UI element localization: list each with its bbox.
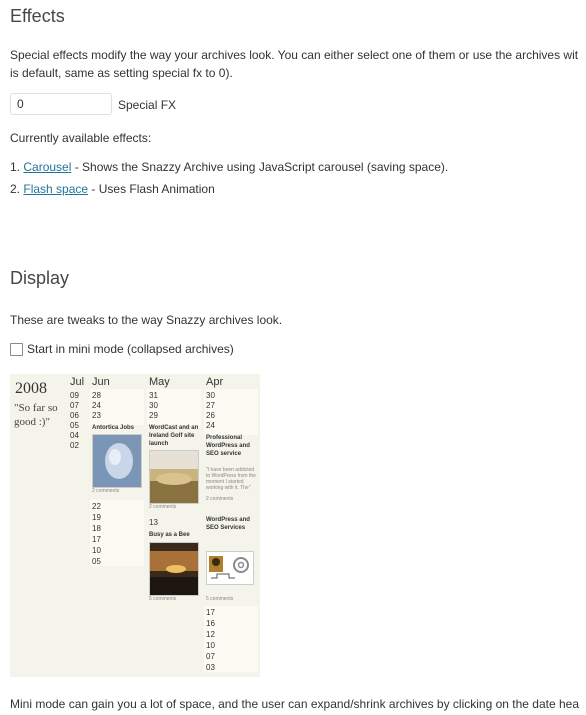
preview-day: 04 (70, 431, 79, 440)
preview-comments: 5 comments (149, 596, 177, 602)
preview-day: 17 (92, 535, 101, 544)
display-heading: Display (10, 268, 70, 288)
preview-day: 19 (92, 513, 101, 522)
effects-description-line1: Special effects modify the way your archives look. You can either select one of them or use the archives wit (10, 48, 579, 62)
preview-day: 23 (92, 411, 101, 420)
preview-day: 30 (206, 391, 215, 400)
preview-thumbnail (149, 542, 199, 596)
preview-thumbnail (206, 551, 254, 585)
preview-post-title: WordPress and SEO Services (206, 517, 250, 531)
preview-day: 05 (92, 557, 101, 566)
preview-comments: 2 comments (206, 496, 234, 502)
preview-day: 02 (70, 441, 79, 450)
carousel-link[interactable]: Carousel (23, 160, 72, 174)
preview-comments: 2 comments (149, 504, 177, 510)
mini-mode-label[interactable]: Start in mini mode (collapsed archives) (27, 342, 234, 356)
preview-thumbnail (92, 434, 142, 488)
effect-item-description: - Shows the Snazzy Archive using JavaScript carousel (saving space). (71, 160, 449, 174)
special-fx-input[interactable] (10, 93, 112, 115)
mini-mode-footer-text: Mini mode can gain you a lot of space, and the user can expand/shrink archives by clicking on the date hea (10, 697, 580, 711)
preview-post-title: Busy as a Bee (149, 532, 190, 538)
display-description: These are tweaks to the way Snazzy archives look. (10, 313, 283, 327)
flash-space-link[interactable]: Flash space (23, 182, 89, 196)
preview-day: 24 (206, 421, 215, 430)
preview-day: 03 (206, 663, 215, 672)
preview-day: 09 (70, 391, 79, 400)
mini-mode-checkbox[interactable] (10, 343, 23, 356)
preview-day: 30 (149, 401, 158, 410)
preview-day: 26 (206, 411, 215, 420)
preview-day: 28 (92, 391, 101, 400)
preview-day: 13 (149, 518, 158, 527)
preview-day: 29 (149, 411, 158, 420)
effects-heading: Effects (10, 6, 65, 26)
effect-item-carousel (10, 160, 448, 174)
effects-description-line2: is default, same as setting special fx to 0). (10, 66, 233, 80)
preview-day: 18 (92, 524, 101, 533)
preview-day: 07 (70, 401, 79, 410)
special-fx-label: Special FX (118, 98, 177, 112)
archive-preview-image (10, 374, 260, 677)
preview-day: 12 (206, 630, 215, 639)
preview-year: 2008 (15, 380, 47, 397)
effect-item-flash-space (10, 182, 215, 196)
preview-day: 05 (70, 421, 79, 430)
preview-comments: 2 comments (92, 488, 120, 494)
available-effects-heading: Currently available effects: (10, 131, 152, 145)
preview-day: 27 (206, 401, 215, 410)
preview-day: 16 (206, 619, 215, 628)
effect-item-description: - Uses Flash Animation (88, 182, 215, 196)
preview-post-title: Professional WordPress and SEO service (206, 435, 250, 457)
preview-comments: 5 comments (206, 596, 234, 602)
preview-day: 10 (206, 641, 215, 650)
preview-month-jul: Jul (70, 376, 85, 388)
preview-thumbnail (149, 450, 199, 504)
preview-post-title: WordCast and an Ireland Golf site launch (149, 425, 199, 447)
preview-day: 06 (70, 411, 79, 420)
preview-day: 24 (92, 401, 101, 410)
preview-quote: "So far so good :)" (14, 402, 58, 428)
preview-month-jun: Jun (92, 376, 110, 388)
preview-day: 17 (206, 608, 215, 617)
effect-item-number: 1. (10, 160, 21, 174)
preview-month-apr: Apr (206, 376, 224, 388)
effect-item-number: 2. (10, 182, 21, 196)
preview-day: 22 (92, 502, 101, 511)
preview-excerpt: "I have been addicted to WordPress from the moment I started working with it. The" (206, 467, 256, 491)
preview-post-title: Antortica Jobs (92, 425, 135, 431)
preview-day: 07 (206, 652, 215, 661)
preview-day: 10 (92, 546, 101, 555)
preview-day: 31 (149, 391, 158, 400)
preview-month-may: May (149, 376, 170, 388)
